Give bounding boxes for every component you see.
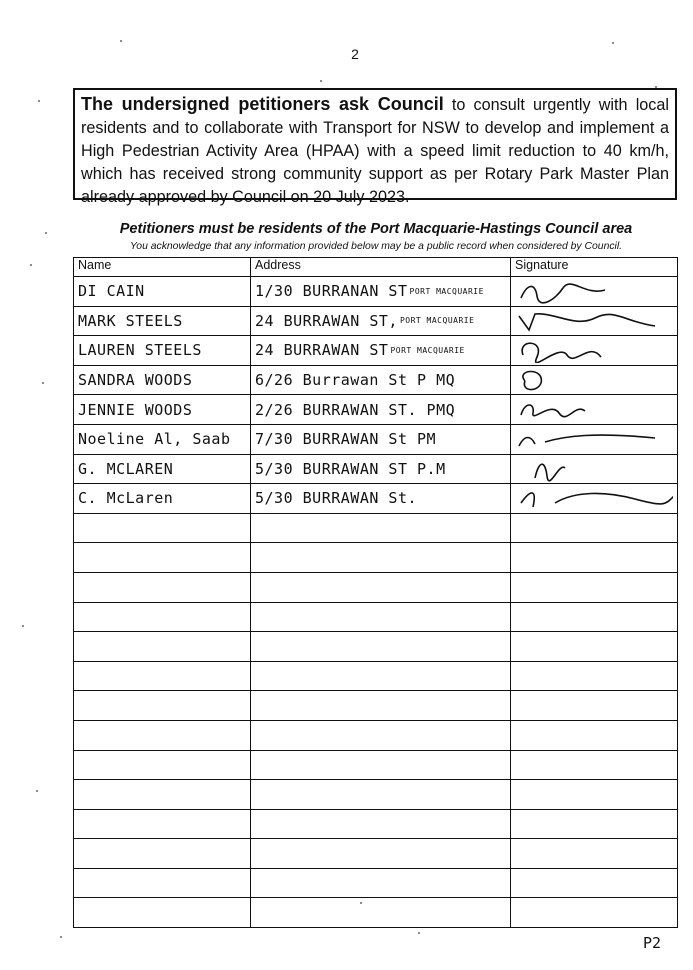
column-header-name: Name <box>74 258 251 277</box>
empty-signature-row <box>74 720 678 750</box>
signature-rows <box>74 277 678 928</box>
empty-name-cell <box>74 720 251 750</box>
empty-name-cell <box>74 691 251 721</box>
scan-speck <box>655 86 657 88</box>
empty-name-cell <box>74 839 251 869</box>
entry-address-text: 7/30 BURRAWAN St PM <box>255 430 437 449</box>
entry-address <box>251 484 511 514</box>
signature-row <box>74 306 678 336</box>
signature-table <box>73 257 678 928</box>
page-corner-mark: P2 <box>643 934 662 952</box>
signature-scribble <box>515 308 673 334</box>
signature-stroke <box>521 493 673 507</box>
scan-speck <box>60 936 62 938</box>
entry-address <box>251 454 511 484</box>
empty-address-cell <box>251 839 511 869</box>
signature-stroke <box>523 372 541 390</box>
empty-address-cell <box>251 513 511 543</box>
scan-speck <box>612 42 614 44</box>
signature-row <box>74 484 678 514</box>
entry-name-text: LAUREN STEELS <box>78 341 202 360</box>
entry-address <box>251 306 511 336</box>
column-header-address: Address <box>251 258 511 277</box>
entry-address-note: PORT MACQUARIE <box>399 316 475 326</box>
entry-name-text: Noeline Al, Saab <box>78 430 231 449</box>
entry-name <box>74 365 251 395</box>
entry-address-text: 5/30 BURRAWAN ST P.M <box>255 459 446 478</box>
empty-address-cell <box>251 691 511 721</box>
entry-name <box>74 395 251 425</box>
empty-address-cell <box>251 720 511 750</box>
empty-address-cell <box>251 572 511 602</box>
page-number: 2 <box>351 46 359 62</box>
empty-signature-cell <box>511 691 678 721</box>
empty-signature-row <box>74 898 678 928</box>
entry-address-note: PORT MACQUARIE <box>390 345 465 355</box>
empty-name-cell <box>74 750 251 780</box>
empty-signature-row <box>74 513 678 543</box>
empty-signature-cell <box>511 839 678 869</box>
empty-address-cell <box>251 868 511 898</box>
scan-speck <box>36 790 38 792</box>
entry-name <box>74 336 251 366</box>
empty-signature-cell <box>511 543 678 573</box>
entry-address-text: 24 BURRAWAN ST, <box>255 311 398 330</box>
empty-name-cell <box>74 602 251 632</box>
empty-name-cell <box>74 809 251 839</box>
signature-scribble <box>515 426 673 452</box>
entry-address <box>251 395 511 425</box>
entry-name <box>74 424 251 454</box>
petition-statement <box>73 88 677 206</box>
empty-signature-row <box>74 543 678 573</box>
empty-name-cell <box>74 543 251 573</box>
empty-address-cell <box>251 780 511 810</box>
signature-stroke <box>535 464 565 481</box>
entry-signature <box>511 277 678 307</box>
scan-speck <box>22 625 24 627</box>
entry-signature <box>511 395 678 425</box>
empty-signature-row <box>74 839 678 869</box>
empty-name-cell <box>74 572 251 602</box>
entry-name-text: G. MCLAREN <box>78 459 174 478</box>
entry-address <box>251 365 511 395</box>
entry-signature <box>511 336 678 366</box>
empty-name-cell <box>74 868 251 898</box>
entry-address-note: PORT MACQUARIE <box>409 286 484 296</box>
entry-name-text: DI CAIN <box>78 282 145 301</box>
entry-address <box>251 277 511 307</box>
signature-row <box>74 277 678 307</box>
entry-name <box>74 306 251 336</box>
scan-speck <box>45 232 47 234</box>
signature-row <box>74 424 678 454</box>
empty-name-cell <box>74 513 251 543</box>
scan-speck <box>418 932 420 934</box>
entry-name-text: SANDRA WOODS <box>78 371 193 390</box>
empty-name-cell <box>74 898 251 928</box>
empty-signature-cell <box>511 898 678 928</box>
empty-signature-row <box>74 661 678 691</box>
signature-stroke <box>522 344 601 363</box>
empty-signature-cell <box>511 513 678 543</box>
entry-signature <box>511 454 678 484</box>
entry-address <box>251 424 511 454</box>
empty-signature-cell <box>511 661 678 691</box>
entry-signature <box>511 365 678 395</box>
entry-name <box>74 484 251 514</box>
empty-signature-row <box>74 750 678 780</box>
empty-address-cell <box>251 661 511 691</box>
empty-signature-row <box>74 602 678 632</box>
entry-name <box>74 277 251 307</box>
empty-signature-cell <box>511 602 678 632</box>
empty-signature-cell <box>511 632 678 662</box>
table-header-row <box>74 258 678 277</box>
empty-name-cell <box>74 661 251 691</box>
signature-stroke <box>521 284 605 303</box>
statement-lead: The undersigned petitioners ask Council <box>81 94 444 114</box>
empty-signature-cell <box>511 572 678 602</box>
entry-signature <box>511 306 678 336</box>
empty-signature-row <box>74 809 678 839</box>
empty-address-cell <box>251 543 511 573</box>
signature-scribble <box>515 278 673 304</box>
empty-signature-row <box>74 572 678 602</box>
acknowledgement-note: You acknowledge that any information provided below may be a public record when considered by Council. <box>129 241 623 252</box>
empty-address-cell <box>251 750 511 780</box>
signature-row <box>74 395 678 425</box>
scan-speck <box>120 40 122 42</box>
signature-row <box>74 365 678 395</box>
empty-signature-row <box>74 868 678 898</box>
empty-signature-row <box>74 691 678 721</box>
empty-signature-row <box>74 780 678 810</box>
signature-row <box>74 336 678 366</box>
entry-name-text: JENNIE WOODS <box>78 400 193 419</box>
entry-name <box>74 454 251 484</box>
entry-address-text: 24 BURRAWAN ST <box>255 341 389 360</box>
signature-row <box>74 454 678 484</box>
empty-address-cell <box>251 632 511 662</box>
entry-name-text: MARK STEELS <box>78 311 183 330</box>
signature-scribble <box>515 337 673 363</box>
scan-speck <box>30 264 32 266</box>
signature-scribble <box>515 485 673 511</box>
empty-signature-cell <box>511 780 678 810</box>
signature-scribble <box>515 397 673 423</box>
entry-address-text: 5/30 BURRAWAN St. <box>255 489 418 508</box>
entry-address <box>251 336 511 366</box>
entry-address-text: 6/26 Burrawan St P MQ <box>255 371 456 390</box>
scan-speck <box>320 80 322 82</box>
signature-stroke <box>521 405 585 417</box>
signature-stroke <box>519 314 655 330</box>
entry-signature <box>511 424 678 454</box>
empty-signature-cell <box>511 720 678 750</box>
entry-name-text: C. McLaren <box>78 489 174 508</box>
scan-speck <box>42 382 44 384</box>
empty-address-cell <box>251 809 511 839</box>
scan-speck <box>38 100 40 102</box>
scan-speck <box>360 902 362 904</box>
column-header-signature: Signature <box>511 258 678 277</box>
statement-body: to consult urgently with local residents and to collaborate with Transport for NSW to develop and implement a High Pedestrian Activity Area (HPAA) with a speed limit reduction to 40 km/h, which has received strong community support as per Rotary Park Master Plan already approved by Council on 20 July 2023. <box>81 96 669 206</box>
entry-address-text: 1/30 BURRANAN ST <box>255 282 408 301</box>
empty-name-cell <box>74 780 251 810</box>
residency-requirement: Petitioners must be residents of the Port Macquarie-Hastings Council area <box>119 221 633 237</box>
empty-signature-cell <box>511 868 678 898</box>
empty-signature-cell <box>511 809 678 839</box>
signature-scribble <box>515 367 673 393</box>
empty-signature-row <box>74 632 678 662</box>
empty-address-cell <box>251 602 511 632</box>
empty-name-cell <box>74 632 251 662</box>
entry-address-text: 2/26 BURRAWAN ST. PMQ <box>255 400 456 419</box>
empty-signature-cell <box>511 750 678 780</box>
signature-scribble <box>515 456 673 482</box>
signature-stroke <box>519 435 655 446</box>
entry-signature <box>511 484 678 514</box>
empty-address-cell <box>251 898 511 928</box>
